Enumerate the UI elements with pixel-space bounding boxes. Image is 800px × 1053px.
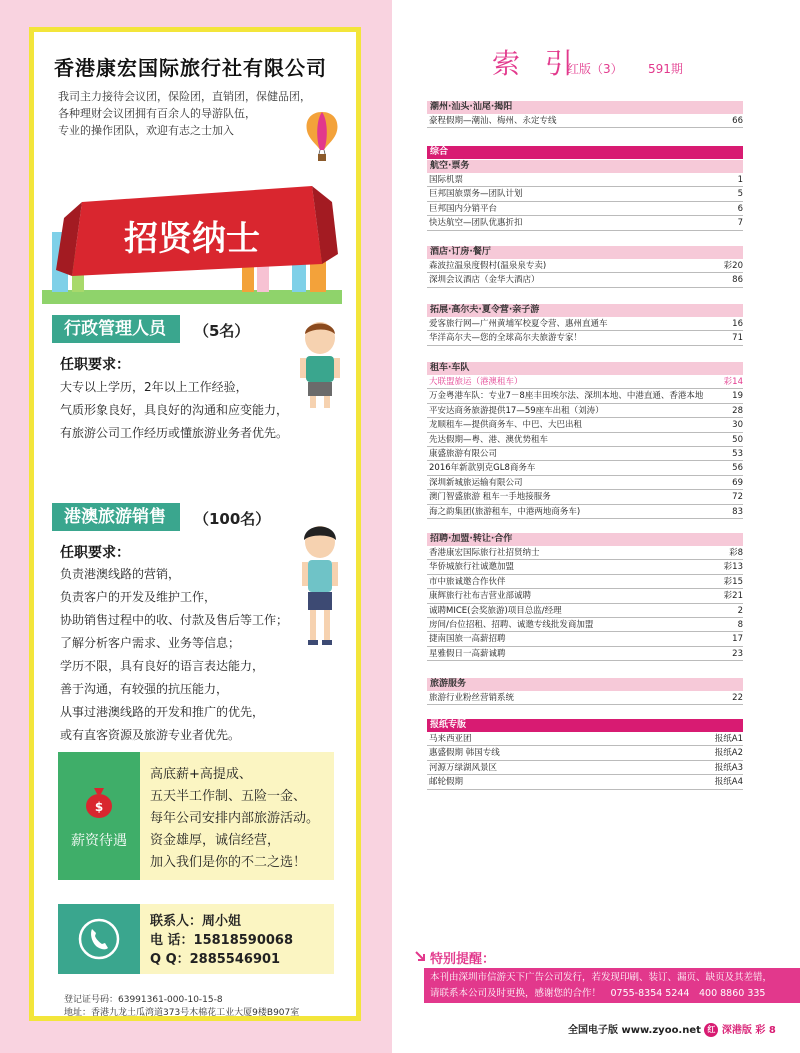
index-entry-title: 康盛旅游有限公司 <box>429 448 498 459</box>
requirements-heading: 任职要求： <box>60 545 130 561</box>
job-count-sales: （100名） <box>194 510 271 528</box>
index-category-heading: 酒店·订房·餐厅 <box>427 246 743 259</box>
page-footer <box>568 1021 776 1037</box>
index-entry-title: 香港康宏国际旅行社招贤纳士 <box>429 548 540 558</box>
benefit-line: 资金雄厚，诚信经营， <box>150 833 281 848</box>
boy-illustration-icon <box>296 524 344 650</box>
footer-page-number: 彩 8 <box>755 1025 776 1036</box>
index-row[interactable] <box>427 433 743 447</box>
company-intro <box>58 88 311 139</box>
index-entry-page: 22 <box>732 693 743 703</box>
contact-person: 联系人：周小姐 <box>150 914 242 929</box>
intro-line: 专业的操作团队，欢迎有志之士加入 <box>58 124 234 137</box>
notice-line: 请联系本公司及时更换，感谢您的合作！ 0755-8354 5244 400 8860 335 <box>430 988 766 999</box>
index-entry-page: 19 <box>732 391 743 402</box>
index-entry-page: 彩20 <box>723 261 743 271</box>
requirement-line: 大专以上学历，2年以上工作经验， <box>60 380 248 394</box>
index-row[interactable] <box>427 732 743 746</box>
index-category-heading: 拓展·高尔夫·夏令营·亲子游 <box>427 304 743 317</box>
requirement-line: 或有直客资源及旅游专业者优先。 <box>60 728 241 742</box>
index-entry-title: 澳门智盛旅游 租车一手地接服务 <box>429 492 551 503</box>
contact-icon-block <box>58 904 140 974</box>
index-entry-title: 房间/台位招租、招聘、诚邀专线批发商加盟 <box>429 619 594 630</box>
benefits-icon-block <box>58 752 140 880</box>
index-row[interactable] <box>427 216 743 230</box>
footer-edition: 深港版 <box>721 1025 752 1036</box>
index-entry-title: 爱客旅行网—广州黄埔军校夏令营、惠州直通车 <box>429 319 608 329</box>
index-entry-page: 72 <box>732 492 743 503</box>
index-row[interactable] <box>427 589 743 603</box>
requirement-line: 从事过港澳线路的开发和推广的优先， <box>60 705 265 719</box>
index-category-heading: 租车·车队 <box>427 362 743 375</box>
index-entry-page: 66 <box>732 116 743 126</box>
index-row[interactable] <box>427 476 743 490</box>
index-entry-page: 71 <box>732 333 743 344</box>
index-entry-page: 5 <box>737 189 743 200</box>
index-entry-title: 森波拉温泉度假村(温泉泉专卖) <box>429 261 547 271</box>
phone-icon <box>77 917 121 961</box>
index-category-heading: 旅游服务 <box>427 678 743 691</box>
money-bag-icon <box>84 784 114 818</box>
index-row[interactable] <box>427 317 743 331</box>
index-row[interactable] <box>427 389 743 403</box>
index-row[interactable] <box>427 505 743 519</box>
index-entry-title: 市中旅诚邀合作伙伴 <box>429 576 506 587</box>
requirement-line: 有旅游公司工作经历或懂旅游业务者优先。 <box>60 426 289 440</box>
benefit-line: 加入我们是你的不二之选！ <box>150 855 307 870</box>
index-row[interactable] <box>427 418 743 432</box>
benefit-line: 五天半工作制、五险一金、 <box>150 789 307 804</box>
index-row[interactable] <box>427 746 743 760</box>
index-entry-page: 报纸A1 <box>714 734 743 744</box>
job-title-admin: 行政管理人员 <box>52 315 180 343</box>
requirements-admin <box>60 376 288 445</box>
index-entry-page: 30 <box>732 420 743 431</box>
index-row[interactable] <box>427 632 743 646</box>
index-category <box>427 160 743 231</box>
index-entry-title: 星雅假日一高薪诚聘 <box>429 648 506 659</box>
arrow-down-right-icon <box>414 950 426 962</box>
index-row[interactable] <box>427 604 743 618</box>
index-entry-page: 2 <box>737 605 743 616</box>
index-entry-title: 大联盟旅运（港澳租车） <box>429 377 523 387</box>
benefit-line: 每年公司安排内部旅游活动。 <box>150 811 320 826</box>
index-entry-page: 彩15 <box>723 576 743 587</box>
index-row[interactable] <box>427 331 743 345</box>
index-row[interactable] <box>427 375 743 389</box>
index-row[interactable] <box>427 259 743 273</box>
index-entry-title: 先达假期—粤、港、澳优势租车 <box>429 434 549 445</box>
index-entry-page: 彩14 <box>723 377 743 387</box>
index-category <box>427 362 743 519</box>
banner-text: 招贤纳士 <box>124 219 260 259</box>
index-entry-page: 56 <box>732 463 743 474</box>
index-row[interactable] <box>427 618 743 632</box>
index-entry-title: 巨邦国旅票务—团队计划 <box>429 189 523 200</box>
index-entry-page: 1 <box>737 175 743 185</box>
contact-info <box>150 912 293 969</box>
index-entry-title: 巨邦国内分销平台 <box>429 203 498 214</box>
index-row[interactable] <box>427 202 743 216</box>
index-category <box>427 533 743 661</box>
recruit-banner <box>42 172 342 304</box>
index-category <box>427 678 743 705</box>
requirement-line: 善于沟通，有较强的抗压能力， <box>60 682 229 696</box>
contact-panel <box>58 904 334 974</box>
index-row[interactable] <box>427 761 743 775</box>
index-title: 索 引 <box>492 47 581 80</box>
index-category <box>427 101 743 128</box>
notice-box <box>424 968 800 1003</box>
index-entry-page: 报纸A3 <box>714 762 743 773</box>
index-entry-page: 69 <box>732 477 743 488</box>
index-category <box>427 304 743 346</box>
index-entry-page: 83 <box>732 506 743 517</box>
notice-title: 特别提醒： <box>430 952 496 967</box>
index-subtitle: 红版（3） <box>567 62 623 76</box>
index-entry-title: 2016年新款别克GL8商务车 <box>429 463 536 474</box>
index-row[interactable] <box>427 546 743 560</box>
index-category-heading: 潮州·汕头·汕尾·揭阳 <box>427 101 743 114</box>
index-entry-title: 康辉旅行社布吉营业部诚聘 <box>429 591 532 602</box>
index-entry-title: 海之韵集团(旅游租车，中港两地商务车) <box>429 506 581 517</box>
index-entry-page: 17 <box>732 634 743 645</box>
index-entry-title: 马来西亚团 <box>429 734 472 744</box>
contact-phone: 电 话：15818590068 <box>150 933 294 948</box>
index-entry-page: 彩13 <box>723 562 743 573</box>
recruitment-ad <box>29 27 361 1021</box>
index-category <box>427 146 743 159</box>
requirement-line: 了解分析客户需求、业务等信息； <box>60 636 241 650</box>
contact-qq: Q Q：2885546901 <box>150 952 281 967</box>
hot-air-balloon-icon <box>302 110 342 166</box>
index-row[interactable] <box>427 647 743 661</box>
index-entry-page: 彩21 <box>723 591 743 602</box>
index-entry-title: 快达航空—团队优惠折扣 <box>429 218 523 229</box>
index-entry-title: 豪程假期—潮汕、梅州、永定专线 <box>429 116 557 126</box>
index-entry-page: 7 <box>737 218 743 229</box>
index-entry-page: 23 <box>732 648 743 659</box>
index-entry-title: 华侨城旅行社诚邀加盟 <box>429 562 515 573</box>
footer-badge: 红 <box>704 1023 718 1037</box>
company-name: 香港康宏国际旅行社有限公司 <box>54 56 327 80</box>
index-entry-title: 邮轮假期 <box>429 777 464 788</box>
job-count-admin: （5名） <box>194 322 250 340</box>
index-entry-title: 旅游行业粉丝营销系统 <box>429 693 515 703</box>
index-entry-page: 28 <box>732 405 743 416</box>
index-entry-page: 6 <box>737 203 743 214</box>
index-entry-title: 深圳新城旅运输有限公司 <box>429 477 523 488</box>
company-address: 地址：香港九龙土瓜湾道373号木棉花工业大厦9楼B907室 <box>64 1008 300 1018</box>
index-category <box>427 719 743 790</box>
index-category <box>427 246 743 288</box>
requirement-line: 协助销售过程中的收、付款及售后等工作； <box>60 613 289 627</box>
index-entry-page: 16 <box>732 319 743 329</box>
benefits-list <box>150 764 319 874</box>
boy-illustration-icon <box>296 320 344 412</box>
index-entry-title: 诚聘MICE(会奖旅游)项目总监/经理 <box>429 605 562 616</box>
index-category-heading: 航空·票务 <box>427 160 743 173</box>
index-row[interactable] <box>427 447 743 461</box>
index-row[interactable] <box>427 404 743 418</box>
job-title-sales: 港澳旅游销售 <box>52 503 180 531</box>
index-row[interactable] <box>427 490 743 504</box>
intro-line: 我司主力接待会议团，保险团，直销团，保健品团， <box>58 90 311 103</box>
index-entry-page: 50 <box>732 434 743 445</box>
index-entry-title: 平安达商务旅游提供17—59座车出租（刘涛） <box>429 405 604 416</box>
requirements-sales <box>60 563 288 747</box>
index-entry-title: 华洋高尔夫—您的全球高尔夫旅游专家！ <box>429 333 583 344</box>
requirements-heading: 任职要求： <box>60 357 130 373</box>
notice-line: 本刊由深圳市信游天下广告公司发行，若发现印刷、装订、漏页、缺页及其差错， <box>430 972 773 983</box>
footer-website: 全国电子版 www.zyoo.net <box>568 1025 701 1036</box>
index-entry-page: 53 <box>732 448 743 459</box>
index-row[interactable] <box>427 187 743 201</box>
index-entry-title: 万金粤港车队：专业7－8座丰田埃尔法、深圳本地、中港直通、香港本地 <box>429 391 704 402</box>
benefit-line: 高底薪+高提成、 <box>150 767 252 782</box>
index-entry-title: 深圳会议酒店（金华大酒店） <box>429 275 540 286</box>
index-entry-title: 惠盛假期 韩国专线 <box>429 748 500 759</box>
index-entry-page: 彩8 <box>729 548 743 558</box>
index-row[interactable] <box>427 461 743 475</box>
index-row[interactable] <box>427 114 743 128</box>
index-entry-title: 龙顺租车—提供商务车、中巴、大巴出租 <box>429 420 583 431</box>
svg-text:$: $ <box>94 800 104 814</box>
index-row[interactable] <box>427 560 743 574</box>
intro-line: 各种理财会议团拥有百余人的导游队伍， <box>58 107 256 120</box>
index-row[interactable] <box>427 173 743 187</box>
index-entry-page: 报纸A4 <box>714 777 743 788</box>
index-entry-title: 河源万绿湖风景区 <box>429 762 498 773</box>
issue-number: 591期 <box>648 62 683 76</box>
benefits-panel <box>58 752 334 880</box>
index-entry-page: 8 <box>737 619 743 630</box>
index-row[interactable] <box>427 273 743 287</box>
index-entry-page: 报纸A2 <box>714 748 743 759</box>
index-row[interactable] <box>427 691 743 705</box>
index-category-heading: 招聘·加盟·转让·合作 <box>427 533 743 546</box>
index-entry-title: 国际机票 <box>429 175 464 185</box>
index-category-heading: 综合 <box>427 146 743 159</box>
requirement-line: 气质形象良好，具良好的沟通和应变能力， <box>60 403 289 417</box>
requirement-line: 学历不限，具有良好的语言表达能力， <box>60 659 265 673</box>
index-category-heading: 报纸专版 <box>427 719 743 732</box>
registration-number: 登记证号码：63991361-000-10-15-8 <box>64 995 223 1005</box>
requirement-line: 负责港澳线路的营销， <box>60 567 181 581</box>
benefits-label: 薪资待遇 <box>71 833 127 849</box>
index-entry-title: 捷南国旅一高薪招聘 <box>429 634 506 645</box>
requirement-line: 负责客户的开发及维护工作， <box>60 590 217 604</box>
index-entry-page: 86 <box>732 275 743 286</box>
index-row[interactable] <box>427 575 743 589</box>
index-row[interactable] <box>427 775 743 789</box>
